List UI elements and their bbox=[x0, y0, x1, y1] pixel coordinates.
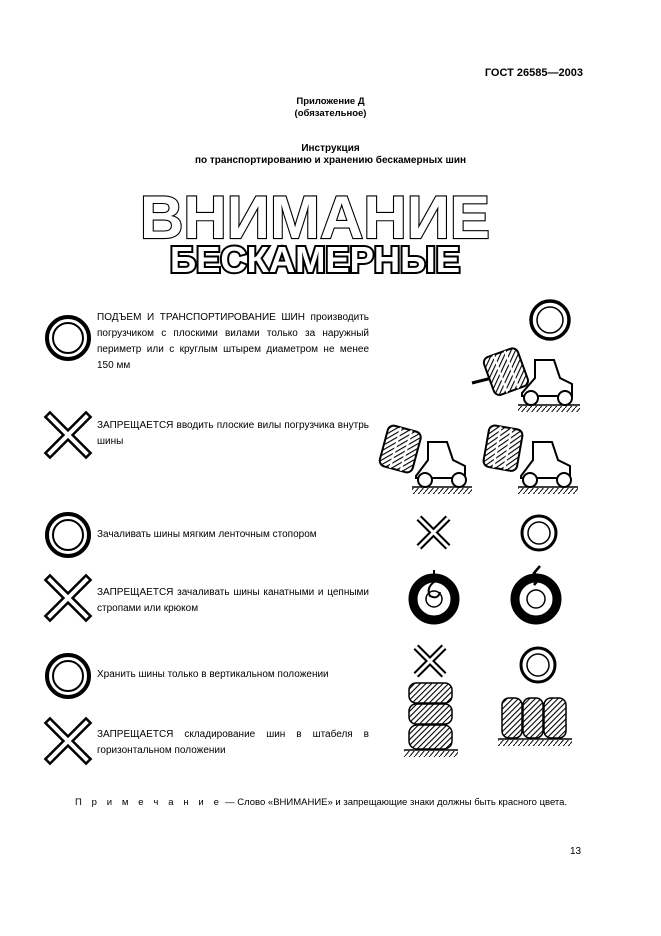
banner-word-attention: ВНИМАНИЕ bbox=[140, 184, 490, 251]
item-lifting-text: ПОДЪЕМ И ТРАНСПОРТИРОВАНИЕ ШИН производить погрузчиком с плоскими вилами только за наружный периметр или с круглым штырем диаметром не менее 150 мм bbox=[97, 312, 369, 371]
instruction-title: Инструкция bbox=[301, 143, 360, 154]
item-vertical-storage-text: Хранить шины только в вертикальном положении bbox=[97, 669, 329, 680]
vertical-storage-illustration bbox=[498, 698, 572, 746]
tire-with-sling-illustration bbox=[515, 566, 557, 620]
forklift-prohibited-illustration-2 bbox=[483, 425, 578, 494]
appendix-title: Приложение Д bbox=[296, 96, 365, 107]
allowed-sign-forklift bbox=[531, 301, 569, 339]
item-slinging-text: Зачаливать шины мягким ленточным стопором bbox=[97, 529, 317, 540]
forklift-correct-illustration bbox=[472, 347, 580, 412]
allowed-sign-slinging bbox=[522, 516, 556, 550]
forklift-prohibited-illustration-1 bbox=[378, 424, 472, 494]
note-label: П р и м е ч а н и е bbox=[75, 797, 223, 808]
horizontal-stack-illustration bbox=[404, 683, 458, 757]
tire-with-hook-illustration bbox=[413, 570, 455, 620]
note-text: — Слово «ВНИМАНИЕ» и запрещающие знаки должны быть красного цвета. bbox=[222, 797, 568, 808]
item-hooks-prohibited-text: ЗАПРЕЩАЕТСЯ зачаливать шины канатными и цепными стропами или крюком bbox=[97, 587, 369, 614]
banner-word-tubeless: БЕСКАМЕРНЫЕ bbox=[170, 239, 460, 280]
footnote bbox=[75, 797, 567, 808]
standard-number: ГОСТ 26585—2003 bbox=[484, 67, 583, 79]
prohibited-sign-stacking bbox=[416, 647, 444, 675]
instruction-subtitle: по транспортированию и хранению бескамерных шин bbox=[194, 155, 467, 166]
appendix-type: (обязательное) bbox=[294, 108, 367, 119]
allowed-sign-storage bbox=[521, 648, 555, 682]
page-number: 13 bbox=[570, 846, 582, 857]
prohibited-sign-slinging bbox=[419, 518, 448, 547]
item-forks-prohibited-text: ЗАПРЕЩАЕТСЯ вводить плоские вилы погрузчика внутрь шины bbox=[97, 420, 369, 447]
item-stacking-prohibited-text: ЗАПРЕЩАЕТСЯ складирование шин в штабеля в горизонтальном положении bbox=[97, 729, 369, 756]
